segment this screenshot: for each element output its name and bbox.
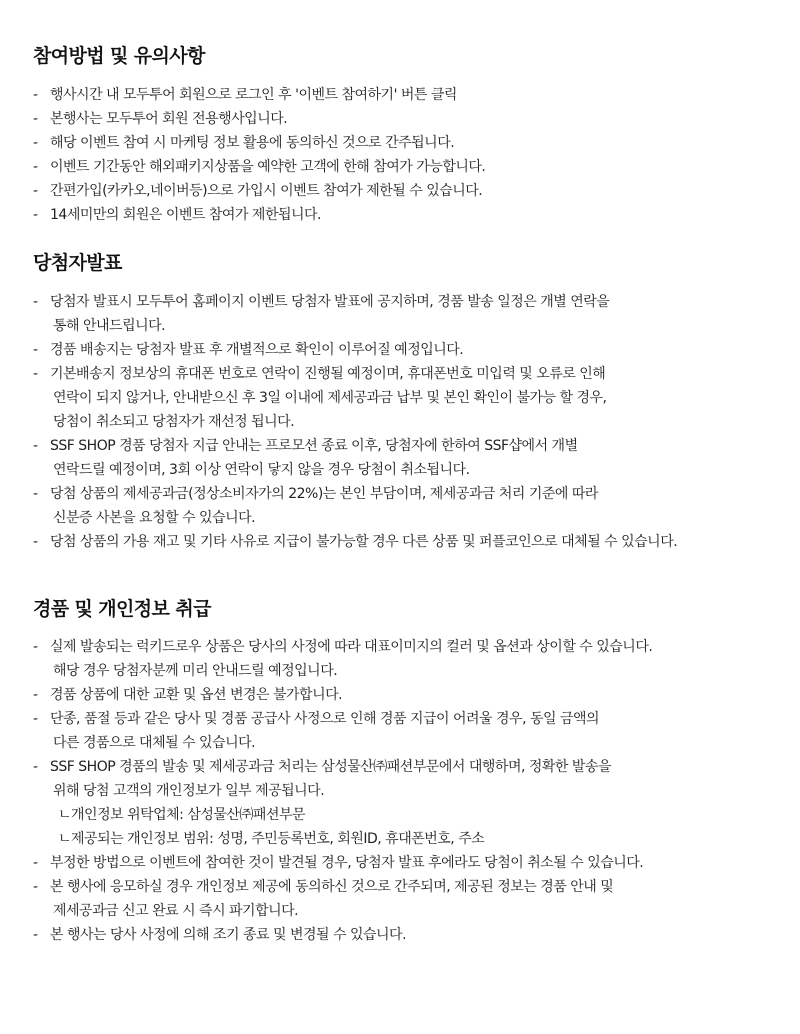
list-item-text: 제세공과금 신고 완료 시 즉시 파기합니다. bbox=[53, 903, 299, 919]
participation-list bbox=[33, 83, 793, 227]
list-item-text: 연락드릴 예정이며, 3회 이상 연락이 닿지 않을 경우 당첨이 취소됩니다. bbox=[53, 462, 470, 478]
list-item-text: 14세미만의 회원은 이벤트 참여가 제한됩니다. bbox=[50, 207, 321, 223]
bullet-dash: - bbox=[33, 159, 38, 175]
bullet-dash: - bbox=[33, 438, 38, 454]
list-item bbox=[33, 179, 793, 203]
bullet-dash: - bbox=[33, 759, 38, 775]
list-item-text: 본 행사는 당사 사정에 의해 조기 종료 및 변경될 수 있습니다. bbox=[50, 927, 407, 943]
list-item bbox=[33, 362, 793, 434]
list-item-text: 연락이 되지 않거나, 안내받으신 후 3일 이내에 제세공과금 납부 및 본인 확인이 불가능 할 경우, bbox=[53, 390, 607, 406]
list-item-text: 경품 상품에 대한 교환 및 옵션 변경은 불가합니다. bbox=[50, 687, 343, 703]
list-item-text: 다른 경품으로 대체될 수 있습니다. bbox=[53, 735, 256, 751]
bullet-dash: - bbox=[33, 87, 38, 103]
list-item bbox=[33, 338, 793, 362]
list-item-text: 단종, 품절 등과 같은 당사 및 경품 공급사 사정으로 인해 경품 지급이 어려울 경우, 동일 금액의 bbox=[50, 711, 600, 727]
list-item-text: 이벤트 기간동안 해외패키지상품을 예약한 고객에 한해 참여가 가능합니다. bbox=[50, 159, 486, 175]
bullet-dash: - bbox=[33, 687, 38, 703]
prize-items-group bbox=[33, 635, 793, 803]
list-item-text: 간편가입(카카오,네이버등)으로 가입시 이벤트 참여가 제한될 수 있습니다. bbox=[50, 183, 483, 199]
bullet-dash: - bbox=[33, 927, 38, 943]
list-item bbox=[33, 875, 793, 923]
list-item-text: 실제 발송되는 럭키드로우 상품은 당사의 사정에 따라 대표이미지의 컬러 및 옵션과 상이할 수 있습니다. bbox=[50, 639, 653, 655]
participation-section bbox=[33, 44, 793, 227]
section-title-winner: 당첨자발표 bbox=[33, 252, 122, 274]
sub-list-item: ㄴ제공되는 개인정보 범위: 성명, 주민등록번호, 회원ID, 휴대폰번호, 주소 bbox=[58, 831, 485, 847]
bullet-dash: - bbox=[33, 534, 38, 550]
list-item-text: 행사시간 내 모두투어 회원으로 로그인 후 '이벤트 참여하기' 버튼 클릭 bbox=[50, 87, 457, 103]
bullet-dash: - bbox=[33, 855, 38, 871]
list-item-text: 해당 이벤트 참여 시 마케팅 정보 활용에 동의하신 것으로 간주됩니다. bbox=[50, 135, 455, 151]
list-item bbox=[33, 290, 793, 338]
list-item bbox=[33, 755, 793, 803]
bullet-dash: - bbox=[33, 486, 38, 502]
list-item bbox=[33, 635, 793, 683]
list-item-text: SSF SHOP 경품 당첨자 지급 안내는 프로모션 종료 이후, 당첨자에 한하여 SSF샵에서 개별 bbox=[50, 438, 578, 454]
list-item bbox=[33, 83, 793, 107]
list-item-text: SSF SHOP 경품의 발송 및 제세공과금 처리는 삼성물산㈜패션부문에서 대행하며, 정확한 발송을 bbox=[50, 759, 611, 775]
list-item bbox=[33, 683, 793, 707]
bullet-dash: - bbox=[33, 111, 38, 127]
list-item-text: 당첨자 발표시 모두투어 홈페이지 이벤트 당첨자 발표에 공지하며, 경품 발송 일정은 개별 연락을 bbox=[50, 294, 610, 310]
prize-section bbox=[33, 597, 793, 947]
list-item-text: 당첨 상품의 제세공과금(정상소비자가의 22%)는 본인 부담이며, 제세공과금 처리 기준에 따라 bbox=[50, 486, 598, 502]
bullet-dash: - bbox=[33, 135, 38, 151]
list-item-text: 당첨 상품의 가용 재고 및 기타 사유로 지급이 불가능할 경우 다른 상품 및 퍼플코인으로 대체될 수 있습니다. bbox=[50, 534, 678, 550]
list-item bbox=[33, 530, 793, 554]
list-item-text: 신분증 사본을 요청할 수 있습니다. bbox=[53, 510, 256, 526]
list-item bbox=[33, 434, 793, 482]
list-item-text: 기본배송지 정보상의 휴대폰 번호로 연락이 진행될 예정이며, 휴대폰번호 미입력 및 오류로 인해 bbox=[50, 366, 606, 382]
winner-section bbox=[33, 251, 793, 554]
list-item-text: 통해 안내드립니다. bbox=[53, 318, 166, 334]
bullet-dash: - bbox=[33, 639, 38, 655]
bullet-dash: - bbox=[33, 183, 38, 199]
list-item bbox=[33, 482, 793, 530]
list-item-text: 당첨이 취소되고 당첨자가 재선정 됩니다. bbox=[53, 414, 295, 430]
list-item bbox=[33, 203, 793, 227]
bullet-dash: - bbox=[33, 879, 38, 895]
list-item bbox=[33, 851, 793, 875]
bullet-dash: - bbox=[33, 366, 38, 382]
list-item-text: 해당 경우 당첨자분께 미리 안내드릴 예정입니다. bbox=[53, 663, 338, 679]
bullet-dash: - bbox=[33, 342, 38, 358]
bullet-dash: - bbox=[33, 294, 38, 310]
winner-list bbox=[33, 290, 793, 554]
list-item-text: 본행사는 모두투어 회원 전용행사입니다. bbox=[50, 111, 288, 127]
section-title-participation: 참여방법 및 유의사항 bbox=[33, 45, 205, 67]
bullet-dash: - bbox=[33, 711, 38, 727]
list-item bbox=[33, 131, 793, 155]
prize-list bbox=[33, 635, 793, 947]
list-item-text: 부정한 방법으로 이벤트에 참여한 것이 발견될 경우, 당첨자 발표 후에라도 당첨이 취소될 수 있습니다. bbox=[50, 855, 644, 871]
list-item bbox=[33, 155, 793, 179]
bullet-dash: - bbox=[33, 207, 38, 223]
list-item-text: 위해 당첨 고객의 개인정보가 일부 제공됩니다. bbox=[53, 783, 325, 799]
sub-list-item: ㄴ개인정보 위탁업체: 삼성물산㈜패션부문 bbox=[58, 807, 306, 823]
list-item-text: 본 행사에 응모하실 경우 개인정보 제공에 동의하신 것으로 간주되며, 제공된 정보는 경품 안내 및 bbox=[50, 879, 614, 895]
list-item-text: 경품 배송지는 당첨자 발표 후 개별적으로 확인이 이루어질 예정입니다. bbox=[50, 342, 464, 358]
prize-sub-items-group bbox=[33, 803, 793, 851]
list-item bbox=[33, 707, 793, 755]
list-item bbox=[33, 107, 793, 131]
prize-items-after-group bbox=[33, 851, 793, 947]
list-item bbox=[33, 923, 793, 947]
section-title-prize: 경품 및 개인정보 취급 bbox=[33, 598, 211, 620]
